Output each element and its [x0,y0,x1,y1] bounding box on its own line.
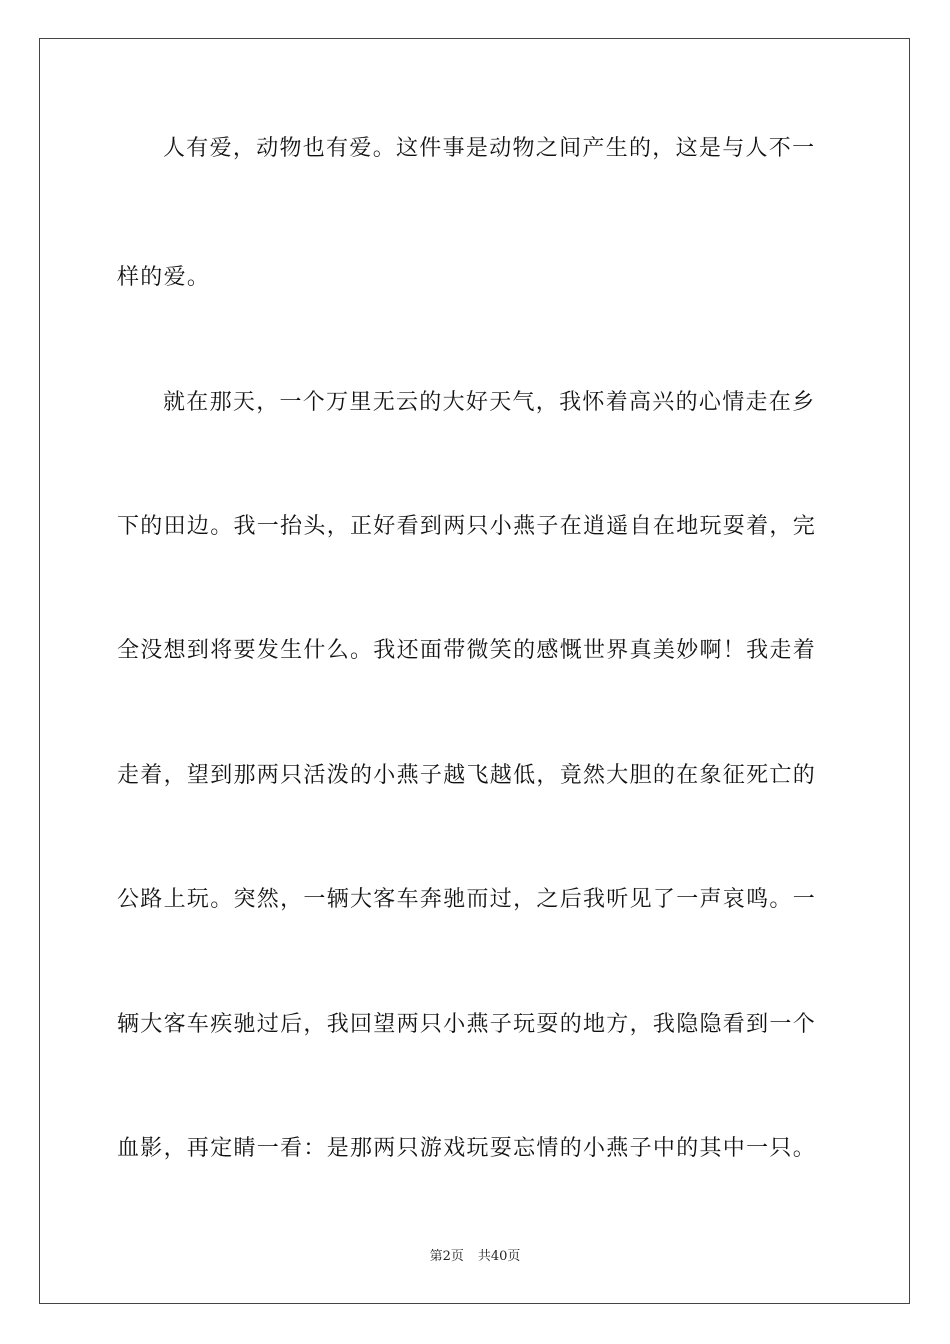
paragraph-2-line-2: 下的田边。我一抬头，正好看到两只小燕子在逍遥自在地玩耍着，完 [117,514,817,539]
paragraph-2-line-5: 公路上玩。突然，一辆大客车奔驰而过，之后我听见了一声哀鸣。一 [117,887,817,912]
page-total: 共40页 [477,1249,521,1264]
paragraph-2-line-3: 全没想到将要发生什么。我还面带微笑的感慨世界真美妙啊！我走着 [117,638,817,663]
paragraph-2-line-1: 就在那天，一个万里无云的大好天气，我怀着高兴的心情走在乡 [163,390,816,415]
paragraph-2-line-6: 辆大客车疾驰过后，我回望两只小燕子玩耍的地方，我隐隐看到一个 [117,1012,817,1037]
paragraph-2-line-4: 走着，望到那两只活泼的小燕子越飞越低，竟然大胆的在象征死亡的 [117,763,817,788]
paragraph-2-line-7: 血影，再定睛一看：是那两只游戏玩耍忘情的小燕子中的其中一只。 [117,1136,817,1161]
page-border [39,38,910,1304]
paragraph-1-line-1: 人有爱，动物也有爱。这件事是动物之间产生的，这是与人不一 [163,136,816,161]
paragraph-1-line-2: 样的爱。 [117,265,211,290]
page-footer [0,1248,950,1266]
page-number: 第2页 [429,1249,464,1264]
